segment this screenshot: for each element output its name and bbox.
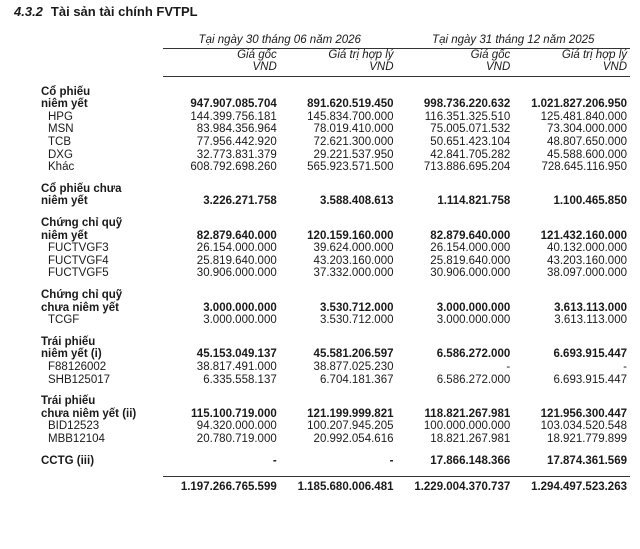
- total-row: [38, 477, 630, 494]
- value-cell: 118.821.267.981: [424, 407, 511, 420]
- period2-header: Tại ngày 31 tháng 12 năm 2025: [397, 34, 631, 48]
- value-cell: 25.819.640.000: [430, 254, 511, 267]
- item-name: TCGF: [48, 314, 80, 327]
- item-name: TCB: [48, 136, 71, 149]
- group-subtotal-row: [38, 348, 630, 361]
- value-cell: 20.992.054.616: [313, 432, 394, 445]
- group-label: niêm yết (i): [41, 348, 102, 361]
- value-cell: 18.921.779.899: [547, 432, 627, 445]
- value-cell: 39.624.000.000: [313, 242, 394, 255]
- total-cell: 1.197.266.765.599: [163, 477, 280, 494]
- value-cell: 38.877.025.230: [313, 360, 394, 373]
- group-label: CCTG (iii): [41, 454, 95, 467]
- value-cell: 6.586.272.000: [436, 348, 511, 361]
- group-label: niêm yết: [41, 229, 88, 242]
- group-label: Chứng chỉ quỹ: [41, 289, 123, 301]
- item-name: HPG: [48, 110, 73, 123]
- group-label-row: [38, 395, 630, 408]
- value-cell: 125.481.840.000: [540, 110, 627, 123]
- value-cell: 3.588.408.613: [319, 195, 394, 208]
- item-name: BID12523: [48, 420, 100, 433]
- value-cell: 25.819.640.000: [196, 254, 277, 267]
- col-cost-p2: Giá gốc: [470, 48, 511, 61]
- value-cell: 45.153.049.137: [196, 348, 277, 361]
- table-row: [38, 111, 630, 124]
- value-cell: -: [506, 360, 511, 373]
- value-cell: 3.613.113.000: [554, 314, 627, 327]
- value-cell: 3.000.000.000: [436, 314, 511, 327]
- section-number: 4.3.2: [14, 4, 43, 19]
- group-subtotal-row: [38, 230, 630, 243]
- value-cell: 26.154.000.000: [196, 242, 277, 255]
- group-label: Cổ phiếu chưa: [41, 182, 122, 195]
- value-cell: 26.154.000.000: [430, 242, 511, 255]
- table-row: [38, 267, 630, 280]
- group-label: chưa niêm yết: [41, 301, 119, 314]
- group-label-row: [38, 217, 630, 230]
- item-name: SHB125017: [48, 373, 111, 386]
- value-cell: -: [623, 360, 627, 373]
- value-cell: 728.645.116.950: [541, 161, 627, 174]
- value-cell: 103.034.520.548: [540, 420, 627, 433]
- group-subtotal-row: [38, 98, 630, 111]
- value-cell: 121.432.160.000: [540, 229, 627, 242]
- value-cell: 82.879.640.000: [430, 229, 511, 242]
- item-name: Khác: [48, 161, 75, 174]
- value-cell: 42.841.705.282: [430, 148, 511, 161]
- value-cell: 6.704.181.367: [319, 373, 394, 386]
- value-cell: 38.097.000.000: [547, 267, 627, 280]
- item-name: F88126002: [48, 360, 107, 373]
- value-cell: 83.984.356.964: [196, 123, 277, 136]
- value-cell: 6.693.915.447: [553, 373, 627, 386]
- group-label-row: [38, 183, 630, 196]
- value-cell: 94.320.000.000: [196, 420, 277, 433]
- table-row: [38, 433, 630, 446]
- col-fair-p1: Giá trị hợp lý: [328, 48, 394, 61]
- value-cell: 121.956.300.447: [540, 407, 627, 420]
- value-cell: 43.203.160.000: [547, 254, 627, 267]
- value-cell: 75.005.071.532: [430, 123, 511, 136]
- value-cell: 38.817.491.000: [196, 360, 277, 373]
- value-cell: 20.780.719.000: [196, 432, 277, 445]
- value-cell: 43.203.160.000: [313, 254, 394, 267]
- value-cell: 45.588.600.000: [547, 148, 627, 161]
- value-cell: 29.221.537.950: [313, 148, 394, 161]
- value-cell: 72.621.300.000: [313, 136, 394, 149]
- value-cell: 77.956.442.920: [196, 136, 277, 149]
- table-row: [38, 255, 630, 268]
- header-period-row: [38, 34, 630, 48]
- value-cell: -: [389, 454, 394, 467]
- value-cell: 82.879.640.000: [196, 229, 277, 242]
- value-cell: 3.530.712.000: [319, 314, 394, 327]
- table-row: [38, 361, 630, 374]
- section-title: [14, 4, 198, 19]
- fvtpl-table: [38, 34, 630, 494]
- group-subtotal-row: [38, 195, 630, 208]
- header-unit-row: [38, 61, 630, 76]
- value-cell: 947.907.085.704: [190, 98, 277, 111]
- value-cell: 115.100.719.000: [191, 407, 277, 420]
- value-cell: -: [272, 454, 277, 467]
- unit-fair-p2: VND: [513, 61, 630, 76]
- value-cell: 6.693.915.447: [553, 348, 627, 361]
- value-cell: 713.886.695.204: [423, 161, 511, 174]
- unit-cost-p2: VND: [397, 61, 514, 76]
- total-cell: 1.185.680.006.481: [280, 477, 397, 494]
- value-cell: 32.773.831.379: [196, 148, 277, 161]
- group-label-row: [38, 336, 630, 349]
- value-cell: 121.199.999.821: [307, 407, 394, 420]
- group-label: chưa niêm yết (ii): [41, 407, 137, 420]
- value-cell: 6.335.558.137: [203, 373, 277, 386]
- item-name: FUCTVGF4: [48, 254, 109, 267]
- value-cell: 1.114.821.758: [437, 195, 511, 208]
- value-cell: 120.159.160.000: [307, 229, 394, 242]
- group-label: Cổ phiếu: [41, 85, 91, 98]
- value-cell: 45.581.206.597: [313, 348, 394, 361]
- group-label: niêm yết: [41, 98, 88, 111]
- group-subtotal-row: [38, 408, 630, 421]
- value-cell: 6.586.272.000: [436, 373, 511, 386]
- value-cell: 891.620.519.450: [307, 98, 394, 111]
- value-cell: 3.000.000.000: [436, 301, 511, 314]
- section-heading: Tài sản tài chính FVTPL: [50, 4, 198, 19]
- table-row: [38, 161, 630, 174]
- group-label: Trái phiếu: [41, 335, 96, 348]
- item-name: FUCTVGF3: [48, 242, 109, 255]
- value-cell: 3.000.000.000: [203, 314, 277, 327]
- group-subtotal-row: [38, 455, 630, 468]
- group-label-row: [38, 86, 630, 99]
- unit-cost-p1: VND: [163, 61, 280, 76]
- value-cell: 565.923.571.500: [307, 161, 394, 174]
- value-cell: 608.792.698.260: [190, 161, 277, 174]
- group-label: niêm yết: [41, 195, 88, 208]
- group-subtotal-row: [38, 302, 630, 315]
- table-row: [38, 123, 630, 136]
- value-cell: 30.906.000.000: [196, 267, 277, 280]
- value-cell: 1.100.465.850: [553, 195, 627, 208]
- value-cell: 3.530.712.000: [319, 301, 394, 314]
- table-row: [38, 149, 630, 162]
- item-name: MBB12104: [48, 432, 105, 445]
- group-label: Chứng chỉ quỹ: [41, 217, 123, 230]
- table-row: [38, 420, 630, 433]
- value-cell: 116.351.325.510: [424, 110, 511, 123]
- item-name: FUCTVGF5: [48, 267, 109, 280]
- item-name: MSN: [48, 123, 74, 136]
- value-cell: 17.874.361.569: [547, 454, 627, 467]
- total-cell: 1.294.497.523.263: [513, 477, 630, 494]
- table-row: [38, 242, 630, 255]
- value-cell: 100.207.945.205: [307, 420, 394, 433]
- value-cell: 30.906.000.000: [430, 267, 511, 280]
- period1-header: Tại ngày 30 tháng 06 năm 2026: [163, 34, 397, 48]
- total-cell: 1.229.004.370.737: [397, 477, 514, 494]
- header-column-row: [38, 48, 630, 61]
- value-cell: 48.807.650.000: [547, 136, 627, 149]
- value-cell: 37.332.000.000: [313, 267, 394, 280]
- value-cell: 17.866.148.366: [430, 454, 511, 467]
- table-row: [38, 136, 630, 149]
- item-name: DXG: [48, 148, 73, 161]
- value-cell: 40.132.000.000: [547, 242, 627, 255]
- value-cell: 78.019.410.000: [313, 123, 394, 136]
- group-label: Trái phiếu: [41, 395, 96, 408]
- value-cell: 998.736.220.632: [423, 98, 511, 111]
- value-cell: 1.021.827.206.950: [531, 98, 627, 111]
- value-cell: 73.304.000.000: [547, 123, 627, 136]
- value-cell: 3.000.000.000: [203, 301, 277, 314]
- value-cell: 145.834.700.000: [307, 110, 394, 123]
- col-cost-p1: Giá gốc: [237, 48, 277, 61]
- value-cell: 50.651.423.104: [430, 136, 511, 149]
- table-row: [38, 314, 630, 327]
- value-cell: 100.000.000.000: [423, 420, 511, 433]
- value-cell: 3.613.113.000: [554, 301, 627, 314]
- group-label-row: [38, 289, 630, 302]
- table-row: [38, 374, 630, 387]
- unit-fair-p1: VND: [280, 61, 397, 76]
- value-cell: 3.226.271.758: [203, 195, 277, 208]
- col-fair-p2: Giá trị hợp lý: [561, 48, 627, 61]
- value-cell: 18.821.267.981: [430, 432, 511, 445]
- value-cell: 144.399.756.181: [190, 110, 277, 123]
